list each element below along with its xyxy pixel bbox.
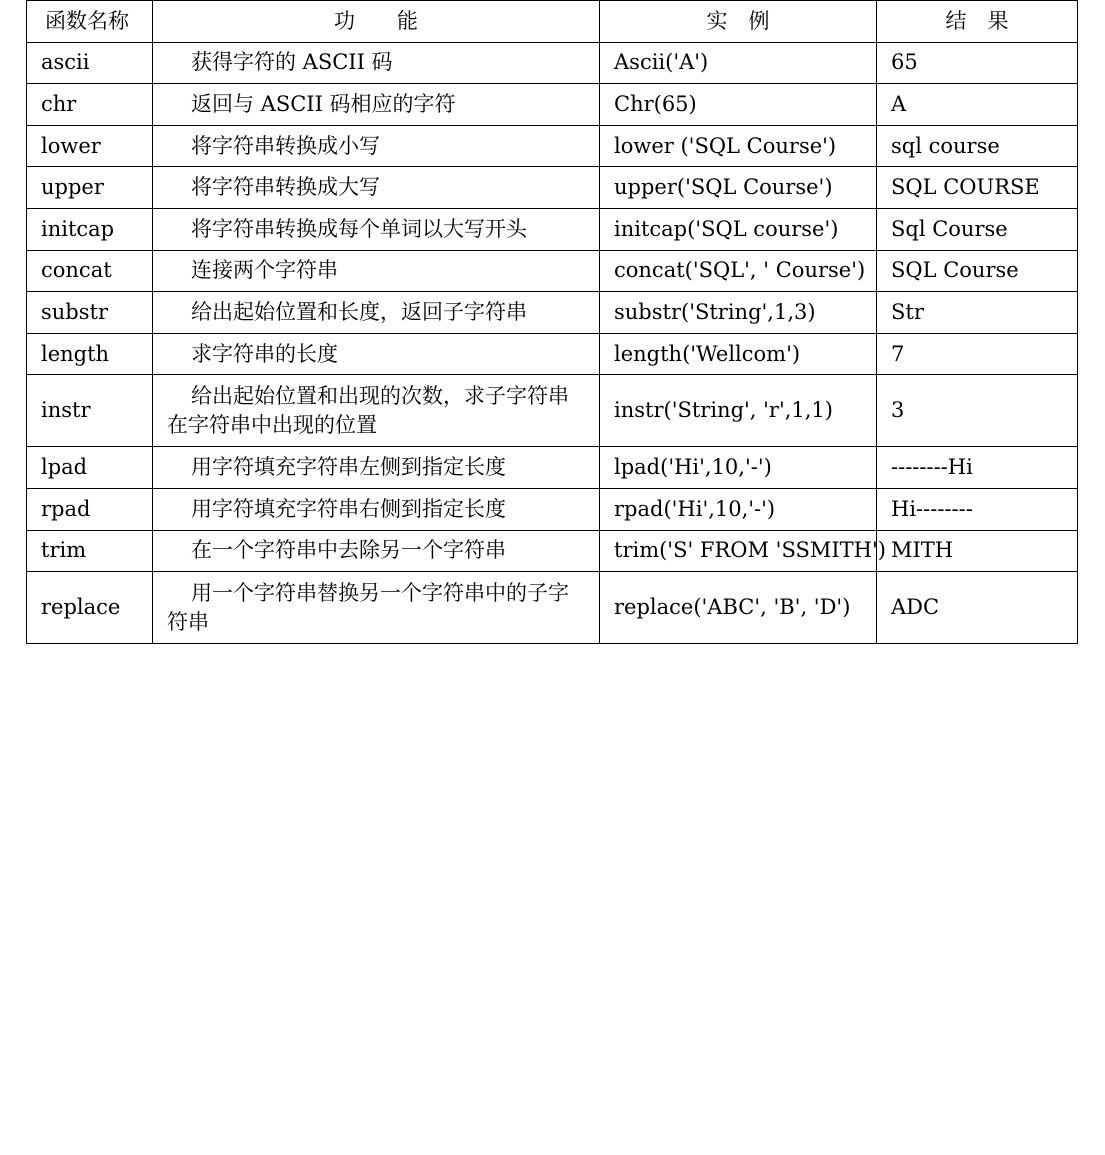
cell-name: chr (27, 84, 153, 126)
cell-result: 3 (877, 375, 1078, 447)
cell-result: --------Hi (877, 447, 1078, 489)
cell-name: replace (27, 572, 153, 644)
cell-example: concat('SQL', ' Course') (600, 250, 877, 292)
table-row (27, 125, 1078, 167)
table-row (27, 208, 1078, 250)
cell-result: ADC (877, 572, 1078, 644)
cell-result: SQL Course (877, 250, 1078, 292)
cell-result: Sql Course (877, 208, 1078, 250)
table-row (27, 167, 1078, 209)
cell-example: substr('String',1,3) (600, 292, 877, 334)
table-row (27, 292, 1078, 334)
cell-function: 求字符串的长度 (153, 333, 600, 375)
cell-function: 将字符串转换成大写 (153, 167, 600, 209)
cell-example: replace('ABC', 'B', 'D') (600, 572, 877, 644)
cell-result: sql course (877, 125, 1078, 167)
cell-name: ascii (27, 42, 153, 84)
cell-result: SQL COURSE (877, 167, 1078, 209)
table-row (27, 333, 1078, 375)
header-row (27, 1, 1078, 43)
cell-function: 在一个字符串中去除另一个字符串 (153, 530, 600, 572)
table-row (27, 250, 1078, 292)
cell-example: instr('String', 'r',1,1) (600, 375, 877, 447)
header-function: 功 能 (153, 1, 600, 43)
table-row (27, 375, 1078, 447)
header-result: 结 果 (877, 1, 1078, 43)
cell-example: rpad('Hi',10,'-') (600, 488, 877, 530)
cell-name: substr (27, 292, 153, 334)
table-row (27, 530, 1078, 572)
cell-function: 用字符填充字符串右侧到指定长度 (153, 488, 600, 530)
cell-function: 返回与 ASCII 码相应的字符 (153, 84, 600, 126)
cell-function: 将字符串转换成每个单词以大写开头 (153, 208, 600, 250)
cell-name: upper (27, 167, 153, 209)
table-row (27, 42, 1078, 84)
cell-function: 用一个字符串替换另一个字符串中的子字符串 (153, 572, 600, 644)
cell-result: 65 (877, 42, 1078, 84)
cell-example: trim('S' FROM 'SSMITH') (600, 530, 877, 572)
cell-example: Chr(65) (600, 84, 877, 126)
cell-name: length (27, 333, 153, 375)
cell-function: 给出起始位置和长度，返回子字符串 (153, 292, 600, 334)
table-row (27, 84, 1078, 126)
cell-result: A (877, 84, 1078, 126)
cell-result: 7 (877, 333, 1078, 375)
cell-name: lower (27, 125, 153, 167)
cell-function: 给出起始位置和出现的次数，求子字符串在字符串中出现的位置 (153, 375, 600, 447)
cell-name: lpad (27, 447, 153, 489)
table-row (27, 488, 1078, 530)
cell-name: trim (27, 530, 153, 572)
cell-example: lower ('SQL Course') (600, 125, 877, 167)
cell-name: instr (27, 375, 153, 447)
cell-example: lpad('Hi',10,'-') (600, 447, 877, 489)
cell-example: initcap('SQL course') (600, 208, 877, 250)
cell-name: rpad (27, 488, 153, 530)
header-function-name: 函数名称 (27, 1, 153, 43)
cell-function: 连接两个字符串 (153, 250, 600, 292)
string-functions-table (26, 0, 1078, 644)
cell-name: initcap (27, 208, 153, 250)
header-example: 实 例 (600, 1, 877, 43)
cell-result: Hi-------- (877, 488, 1078, 530)
cell-name: concat (27, 250, 153, 292)
table-row (27, 447, 1078, 489)
cell-example: length('Wellcom') (600, 333, 877, 375)
cell-example: upper('SQL Course') (600, 167, 877, 209)
cell-function: 将字符串转换成小写 (153, 125, 600, 167)
cell-result: Str (877, 292, 1078, 334)
cell-function: 用字符填充字符串左侧到指定长度 (153, 447, 600, 489)
cell-function: 获得字符的 ASCII 码 (153, 42, 600, 84)
cell-result: MITH (877, 530, 1078, 572)
table-row (27, 572, 1078, 644)
cell-example: Ascii('A') (600, 42, 877, 84)
